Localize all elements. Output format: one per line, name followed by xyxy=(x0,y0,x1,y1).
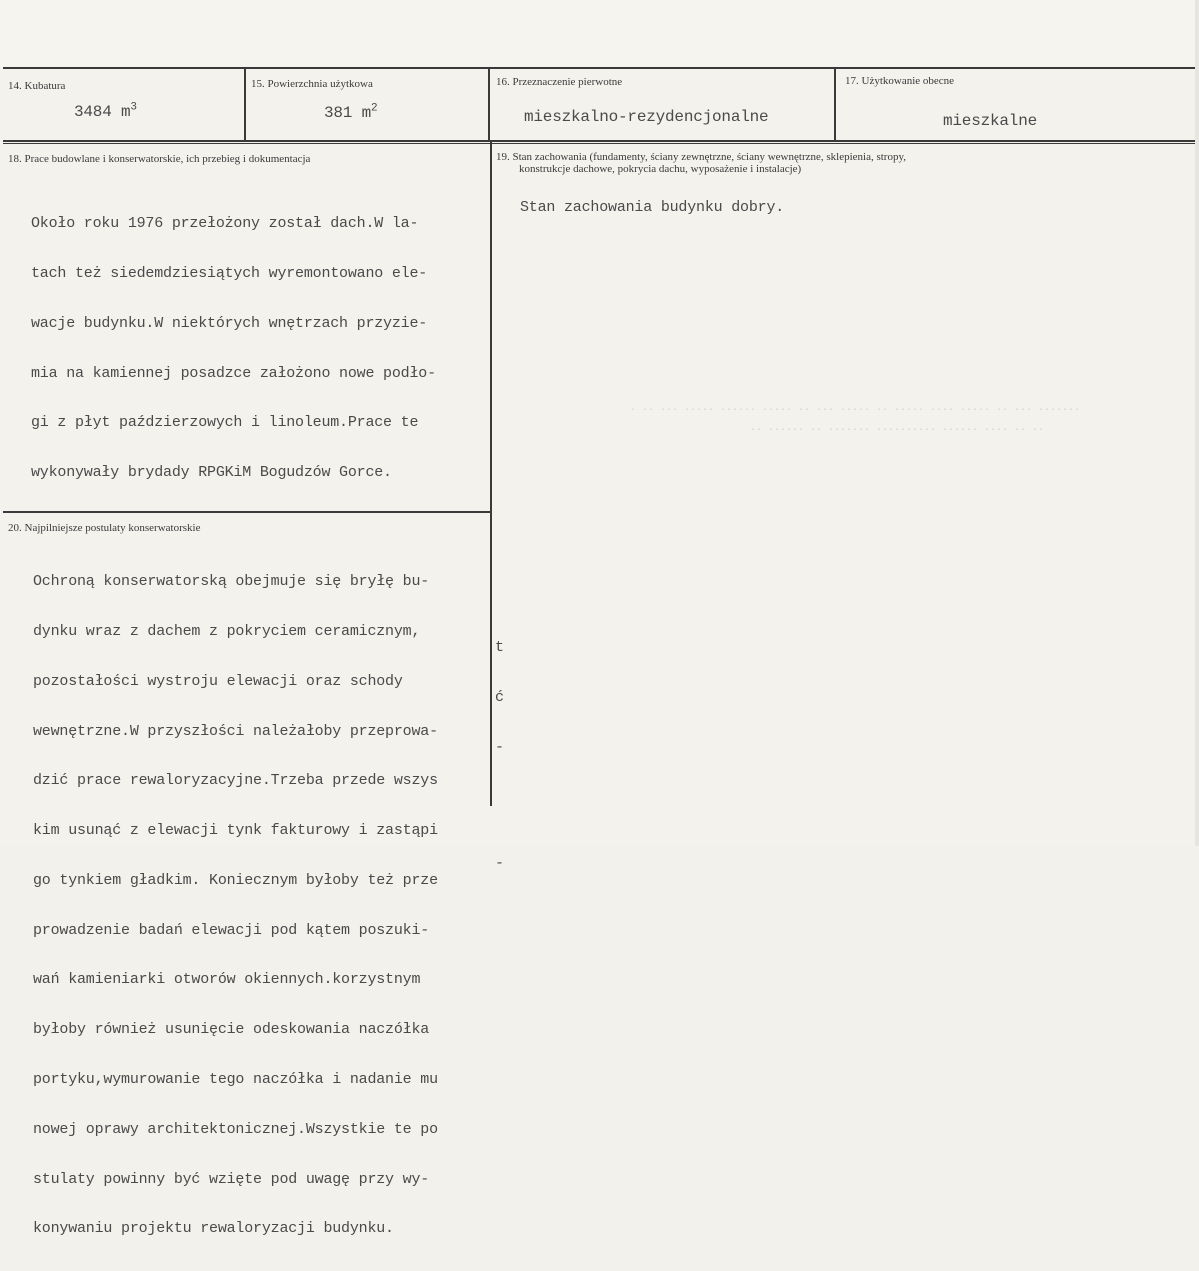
field-17-label: 17. Użytkowanie obecne xyxy=(845,75,955,87)
field-15-value: 381 $m^2$ xyxy=(324,102,378,122)
field-20-text xyxy=(33,541,438,1271)
text-line: wewnętrzne.W przyszłości należałoby przeprowa- xyxy=(33,722,438,740)
rule-top xyxy=(3,67,1196,69)
field-18-label: 18. Prace budowlane i konserwatorskie, ich przebieg i dokumentacja xyxy=(8,153,311,165)
field-20-label: 20. Najpilniejsze postulaty konserwatorskie xyxy=(8,522,201,534)
divider-14-15 xyxy=(244,67,246,142)
field-19-label: 19. Stan zachowania (fundamenty, ściany zewnętrzne, ściany wewnętrzne, sklepienia, stropy, xyxy=(496,151,907,163)
text-line: mia na kamiennej posadzce założono nowe podło- xyxy=(31,364,436,382)
divider-16-17 xyxy=(834,67,836,142)
text-line: wań kamieniarki otworów okiennych.korzystnym xyxy=(33,971,421,989)
overflow-char: t xyxy=(495,639,504,657)
bleed-through-mark: ·· ······ ·· ······· ·········· ······ ···· ·· ·· xyxy=(750,425,1045,436)
field-17-value: mieszkalne xyxy=(943,112,1038,130)
divider-main xyxy=(490,142,492,806)
text-line: byłoby również usunięcie odeskowania naczółka xyxy=(33,1021,430,1039)
field-16-label: 16. Przeznaczenie pierwotne xyxy=(496,76,623,88)
top-margin xyxy=(0,0,1199,66)
text-line: gi z płyt paździerzowych i linoleum.Prace te xyxy=(31,414,419,432)
field-14-value: 3484 $m^3$ xyxy=(74,101,137,121)
field-19-label-continued: konstrukcje dachowe, pokrycia dachu, wyposażenie i instalacje) xyxy=(519,163,802,175)
overflow-char: - xyxy=(495,854,504,872)
text-line: go tynkiem gładkim. Koniecznym byłoby też prze xyxy=(33,871,438,889)
rule-row1-double xyxy=(3,143,1196,144)
text-line: tach też siedemdziesiątych wyremontowano ele- xyxy=(31,264,428,282)
card-edge xyxy=(1195,0,1199,846)
text-line: portyku,wymurowanie tego naczółka i nadanie mu xyxy=(33,1071,438,1088)
text-line: kim usunąć z elewacji tynk fakturowy i zastąpi xyxy=(33,822,438,840)
text-line: pozostałości wystroju elewacji oraz schody xyxy=(33,672,403,690)
text-line: wykonywały brydady RPGKiM Bogudzów Gorce. xyxy=(31,464,392,482)
field-16-value: mieszkalno-rezydencjonalne xyxy=(524,108,769,126)
text-line: prowadzenie badań elewacji pod kątem poszuki- xyxy=(33,921,430,939)
field-15-label: 15. Powierzchnia użytkowa xyxy=(251,78,373,90)
overflow-char: - xyxy=(495,738,504,756)
text-line: dzić prace rewaloryzacyjne.Trzeba przede wszys xyxy=(33,772,438,790)
text-line: stulaty powinny być wzięte pod uwagę przy wy- xyxy=(33,1170,430,1188)
text-line: Około roku 1976 przełożony został dach.W la- xyxy=(31,215,419,233)
field-14-label: 14. Kubatura xyxy=(8,80,66,92)
text-line: wacje budynku.W niektórych wnętrzach przyzie- xyxy=(31,314,428,332)
text-line: dynku wraz z dachem z pokryciem ceramicznym, xyxy=(33,622,421,640)
text-line: Ochroną konserwatorską obejmuje się bryłę bu- xyxy=(33,573,430,591)
field-18-text xyxy=(31,183,436,515)
field-19-value: Stan zachowania budynku dobry. xyxy=(520,199,785,216)
text-line: konywaniu projektu rewaloryzacji budynku. xyxy=(33,1220,394,1238)
rule-row1 xyxy=(3,140,1196,142)
field-20-overflow xyxy=(495,607,530,905)
divider-15-16 xyxy=(488,67,490,142)
overflow-char: ć xyxy=(495,688,504,706)
bleed-through-mark: · ·· ··· ····· ······ ····· ·· ··· ····· ·· ····· ···· ····· ·· ··· ······· xyxy=(630,405,1081,416)
text-line: nowej oprawy architektonicznej.Wszystkie te po xyxy=(33,1120,438,1138)
